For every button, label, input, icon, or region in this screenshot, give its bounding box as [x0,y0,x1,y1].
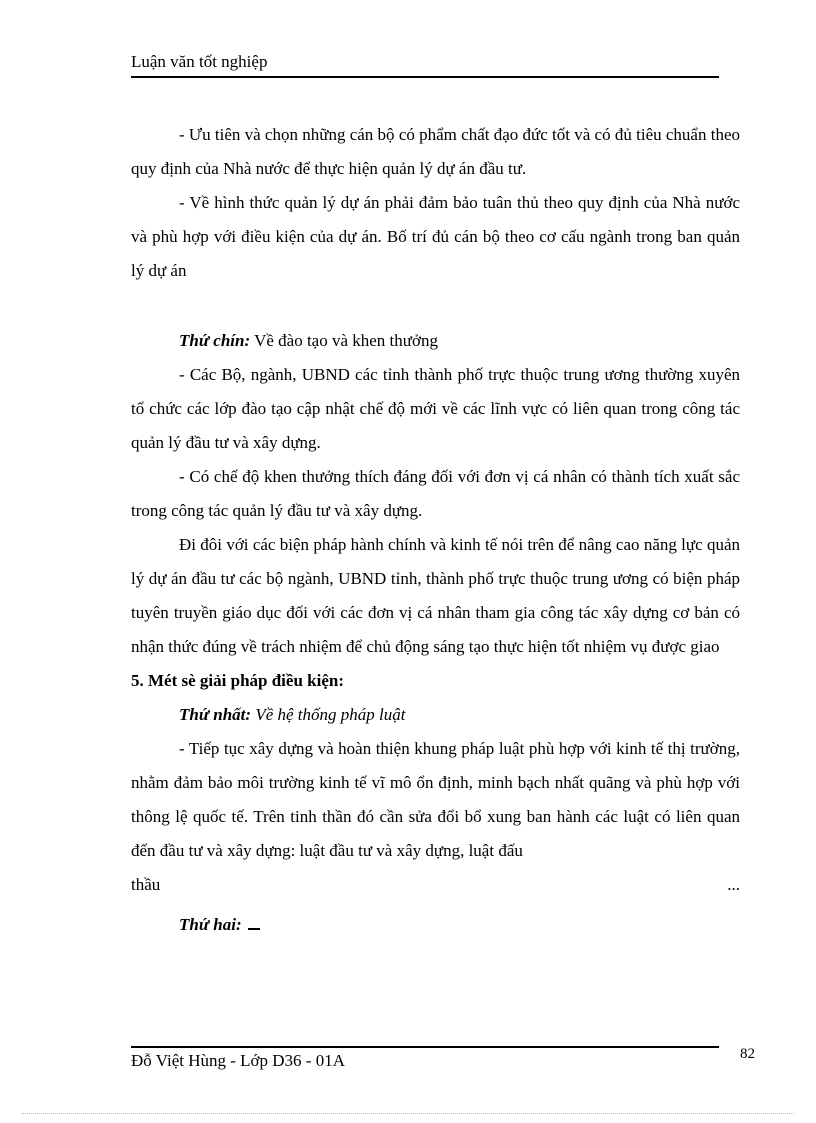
paragraph-training: - Các Bộ, ngành, UBND các tỉnh thành phố trực thuộc trung ương thường xuyên tổ chức các lớp đào tạo cập nhật chế độ mới về các lĩnh vực có liên quan trong công tác quản lý đầu tư và xây dựng. [131,365,740,452]
section-second-line [131,908,740,942]
header-rule [131,76,719,78]
paragraph-legal-framework-tail [131,868,740,902]
section-label-ninth: Thứ chín: [179,331,251,350]
footer-rule [131,1046,719,1048]
page-header-title: Luận văn tốt nghiệp [131,52,268,71]
footer-author: Đỗ Việt Hùng - Lớp D36 - 01A [131,1051,345,1070]
paragraph-gap [131,288,740,324]
tail-ellipsis: ... [727,875,740,894]
page-content [131,118,740,942]
tail-word: thầu [131,875,161,894]
paragraph-priority-staff: - Ưu tiên và chọn những cán bộ có phẩm chất đạo đức tốt và có đủ tiêu chuẩn theo quy định của Nhà nước để thực hiện quản lý dự án đầu tư. [131,125,740,178]
paragraph-legal-framework: - Tiếp tục xây dựng và hoàn thiện khung pháp luật phù hợp với kinh tế thị trường, nhằm đảm bảo môi trường kinh tế vĩ mô ổn định, minh bạch nhất quãng và phù hợp với thông lệ quốc tế. Trên tinh thần đó cần sửa đổi bổ xung ban hành các luật có liên quan đến đầu tư và xây dựng: luật đầu tư và xây dựng, luật đấu [131,739,740,860]
text-cursor-mark [248,914,260,930]
page-number: 82 [740,1046,755,1062]
section-heading: 5. Mét sè giải pháp điều kiện: [131,671,344,690]
section-text-first: Về hệ thống pháp luật [255,705,406,724]
paragraph-rewards: - Có chế độ khen thưởng thích đáng đối với đơn vị cá nhân có thành tích xuất sắc trong công tác quản lý đầu tư và xây dựng. [131,467,740,520]
section-ninth-line [131,324,740,358]
paragraph-management-form: - Về hình thức quản lý dự án phải đảm bảo tuân thủ theo quy định của Nhà nước và phù hợp với điều kiện của dự án. Bố trí đủ cán bộ theo cơ cấu ngành trong ban quản lý dự án [131,193,740,280]
page-bottom-border [22,1113,794,1114]
section-label-first: Thứ nhất: [179,705,252,724]
section-label-second: Thứ hai: [179,915,242,934]
section-text-ninth: Về đào tạo và khen thưởng [254,331,438,350]
paragraph-measures: Đi đôi với các biện pháp hành chính và kinh tế nói trên để nâng cao năng lực quản lý dự án đầu tư các bộ ngành, UBND tỉnh, thành phố trực thuộc trung ương có biện pháp tuyên truyền giáo dục đối với các đơn vị cá nhân tham gia công tác xây dựng cơ bản có nhận thức đúng về trách nhiệm để chủ động sáng tạo thực hiện tốt nhiệm vụ được giao [131,535,740,656]
section-first-line [131,698,740,732]
